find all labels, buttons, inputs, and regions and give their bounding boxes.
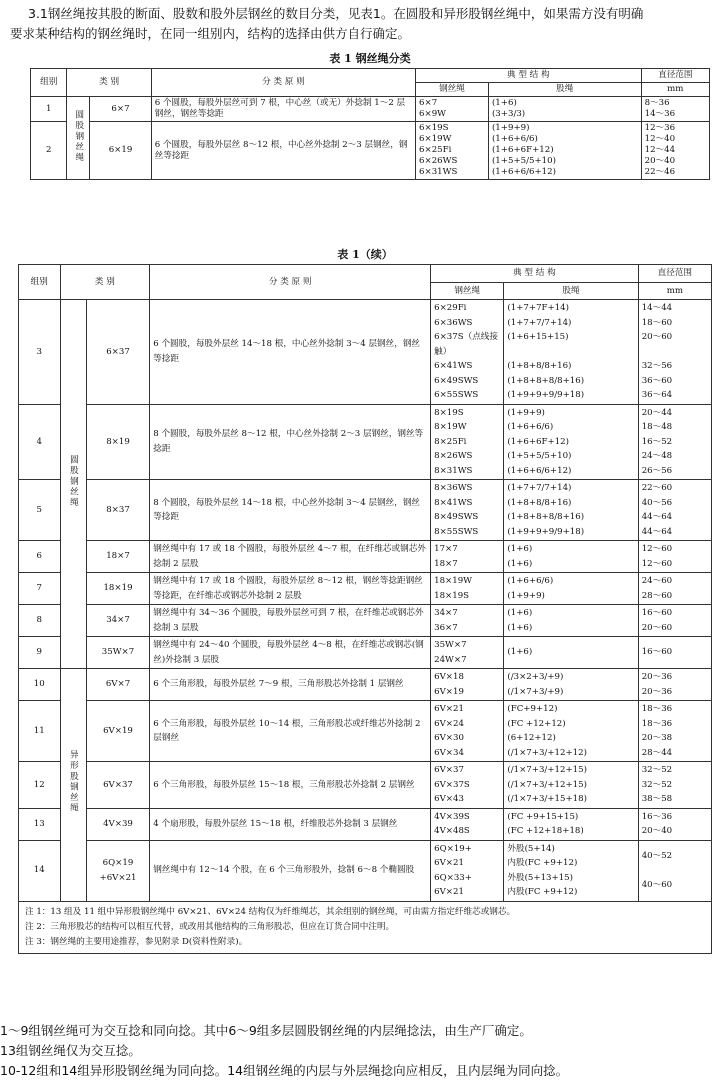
principle-cell: 8 个圆股，每股外层丝 8～12 根，中心丝外捻制 2～3 层钢丝，钢丝等捻距 (150, 404, 431, 480)
t1-h-rope: 钢丝绳 (416, 83, 489, 97)
category-cell: 18×7 (86, 541, 149, 573)
group-cell: 7 (19, 573, 61, 605)
category-cell: 6V×7 (86, 669, 149, 701)
group-cell: 12 (19, 762, 61, 809)
table-row (19, 637, 712, 669)
t2-h-principle: 分 类 原 则 (150, 265, 431, 300)
group-cell: 9 (19, 637, 61, 669)
principle-cell: 钢丝绳中有 17 或 18 个圆股，每股外层丝 4～7 根，在纤维芯或钢芯外捻制 2 层股 (150, 541, 431, 573)
t2-h-rope: 钢丝绳 (431, 282, 504, 300)
table1-header-row (31, 69, 710, 83)
strand-cell: (1+6+6/6) (1+9+9) (504, 573, 638, 605)
rope-cell: 6×29Fi 6×36WS 6×37S（点线接触） 6×41WS 6×49SWS 6×55SWS (431, 300, 504, 405)
intro-paragraph (10, 4, 714, 44)
group-cell: 4 (19, 404, 61, 480)
table-notes (19, 901, 712, 953)
table-row (19, 701, 712, 762)
principle-cell: 6 个三角形股，每股外层丝 10～14 根，三角形股芯或纤维芯外捻制 2 层钢丝 (150, 701, 431, 762)
category-cell: 6×7 (90, 97, 152, 122)
diameter-cell: 16～60 (638, 637, 711, 669)
rope-cell: 8×36WS 8×41WS 8×49SWS 8×55SWS (431, 480, 504, 541)
table-row (31, 97, 710, 122)
bottom-line-3: 10-12组和14组异形股钢丝绳为同向捻。14组钢丝绳的内层与外层绳捻向应相反，且内层绳为同向捻。 (0, 1063, 569, 1078)
rope-cell: 4V×39S 4V×48S (431, 808, 504, 840)
category-cell: 6×19 (90, 122, 152, 180)
group-cell: 11 (19, 701, 61, 762)
table-row (19, 480, 712, 541)
diameter-cell: 20～44 18～48 16～52 24～48 26～56 (638, 404, 711, 480)
category-cell: 6V×19 (86, 701, 149, 762)
principle-cell: 6 个圆股，每股外层丝可到 7 根，中心丝（或无）外捻制 1～2 层钢丝，钢丝等捻距 (151, 97, 415, 122)
category-cell: 18×19 (86, 573, 149, 605)
t2-h-category: 类 别 (60, 265, 150, 300)
t2-h-group: 组别 (19, 265, 61, 300)
strand-cell: (1+9+9) (1+6+6/6) (1+6+6F+12) (1+5+5/5+10) (1+6+6/6+12) (488, 122, 641, 180)
group-cell: 13 (19, 808, 61, 840)
note-2: 注 2：三角形股芯的结构可以相互代替，或改用其他结构的三角形股芯，但应在订货合同中注明。 (25, 921, 395, 932)
category-cell: 8×37 (86, 480, 149, 541)
intro-line-2: 要求某种结构的钢丝绳时，在同一组别内，结构的选择由供方自行确定。 (10, 26, 411, 41)
strand-cell: (1+6) (1+6) (504, 605, 638, 637)
rope-cell: 6V×21 6V×24 6V×30 6V×34 (431, 701, 504, 762)
table1 (30, 68, 710, 180)
principle-cell: 钢丝绳中有 34～36 个圆股，每股外层丝可到 7 根，在纤维芯或钢芯外捻制 3 层股 (150, 605, 431, 637)
diameter-cell: 22～60 40～56 44～64 44～64 (638, 480, 711, 541)
principle-cell: 6 个三角形股，每股外层丝 7～9 根，三角形股芯外捻制 1 层钢丝 (150, 669, 431, 701)
table-row (19, 404, 712, 480)
table1-continued (18, 264, 712, 954)
rope-cell: 6V×37 6V×37S 6V×43 (431, 762, 504, 809)
t1-h-diameter: 直径范围 (641, 69, 709, 83)
principle-cell: 4 个扇形股，每股外层丝 15～18 根，纤维股芯外捻制 3 层钢丝 (150, 808, 431, 840)
table-row (19, 300, 712, 405)
group-cell: 8 (19, 605, 61, 637)
bottom-paragraph (0, 1021, 718, 1081)
strand-cell: (/3×2+3/+9) (/1×7+3/+9) (504, 669, 638, 701)
diameter-cell: 20～36 20～36 (638, 669, 711, 701)
category-cell: 34×7 (86, 605, 149, 637)
strand-cell: (FC+9+12) (FC +12+12) (6+12+12) (/1×7+3/+12+12) (504, 701, 638, 762)
category-cell: 6Q×19 +6V×21 (86, 840, 149, 901)
diameter-cell: 40～52 40～60 (638, 840, 711, 901)
rope-cell: 6Q×19+ 6V×21 6Q×33+ 6V×21 (431, 840, 504, 901)
rope-cell: 18×19W 18×19S (431, 573, 504, 605)
table2-header-row (19, 265, 712, 283)
table-row (19, 541, 712, 573)
t1-h-category: 类 别 (67, 69, 151, 97)
strand-cell: (1+6) (3+3/3) (488, 97, 641, 122)
strand-cell: (/1×7+3/+12+15) (/1×7+3/+12+15) (/1×7+3/+15+18) (504, 762, 638, 809)
t1-h-group: 组别 (31, 69, 67, 97)
principle-cell: 6 个三角形股，每股外层丝 15～18 根，三角形股芯外捻制 2 层钢丝 (150, 762, 431, 809)
bottom-line-2: 13组钢丝绳仅为交互捻。 (0, 1043, 141, 1058)
t1-h-strand: 股绳 (488, 83, 641, 97)
diameter-cell: 18～36 18～36 20～38 28～44 (638, 701, 711, 762)
note-1: 注 1：13 组及 11 组中异形股钢丝绳中 6V×21、6V×24 结构仅为纤维绳芯，其余组别的钢丝绳，可由需方指定纤维芯或钢芯。 (25, 906, 516, 917)
principle-cell: 6 个圆股，每股外层丝 8～12 根，中心丝外捻制 2～3 层钢丝，钢丝等捻距 (151, 122, 415, 180)
diameter-cell: 8～36 14～36 (641, 97, 709, 122)
principle-cell: 6 个圆股，每股外层丝 14～18 根，中心丝外捻制 3～4 层钢丝，钢丝等捻距 (150, 300, 431, 405)
category-cell: 8×19 (86, 404, 149, 480)
principle-cell: 钢丝绳中有 24～40 个圆股，每股外层丝 4～8 根，在纤维芯或钢芯(钢丝)外捻制 3 层股 (150, 637, 431, 669)
intro-line-1: 3.1钢丝绳按其股的断面、股数和股外层钢丝的数目分类，见表1。在圆股和异形股钢丝绳中，如果需方没有明确 (28, 6, 644, 21)
category-cell: 6×37 (86, 300, 149, 405)
strand-cell: (1+7+7/7+14) (1+8+8/8+16) (1+8+8+8/8+16) (1+9+9+9/9+18) (504, 480, 638, 541)
strand-cell: (FC +9+15+15) (FC +12+18+18) (504, 808, 638, 840)
t2-h-typical: 典 型 结 构 (431, 265, 639, 283)
group-cell: 6 (19, 541, 61, 573)
rope-cell: 17×7 18×7 (431, 541, 504, 573)
diameter-cell: 16～60 20～60 (638, 605, 711, 637)
diameter-cell: 12～60 12～60 (638, 541, 711, 573)
diameter-cell: 12～36 12～40 12～44 20～40 22～46 (641, 122, 709, 180)
t2-h-unit: mm (638, 282, 711, 300)
table-row (19, 808, 712, 840)
table2-caption: 表 1（续） (337, 248, 393, 261)
principle-cell: 钢丝绳中有 17 或 18 个圆股，每股外层丝 8～12 根，钢丝等捻距钢丝等捻距，在纤维芯或钢芯外捻制 2 层股 (150, 573, 431, 605)
category-cell: 35W×7 (86, 637, 149, 669)
strand-cell: (1+6) (1+6) (504, 541, 638, 573)
t2-h-strand: 股绳 (504, 282, 638, 300)
rope-cell: 34×7 36×7 (431, 605, 504, 637)
diameter-cell: 32～52 32～52 38～58 (638, 762, 711, 809)
table-row (19, 840, 712, 901)
principle-cell: 钢丝绳中有 12～14 个股，在 6 个三角形股外，捻制 6～8 个椭圆股 (150, 840, 431, 901)
table-row (19, 762, 712, 809)
rope-cell: 6×7 6×9W (416, 97, 489, 122)
t1-h-typical: 典 型 结 构 (416, 69, 642, 83)
rope-cell: 8×19S 8×19W 8×25Fi 8×26WS 8×31WS (431, 404, 504, 480)
table-row (19, 669, 712, 701)
group-cell: 5 (19, 480, 61, 541)
diameter-cell: 16～36 20～40 (638, 808, 711, 840)
rope-cell: 35W×7 24W×7 (431, 637, 504, 669)
strand-cell: (1+7+7F+14) (1+7+7/7+14) (1+6+15+15) (1+8+8/8+16) (1+8+8+8/8+16) (1+9+9+9/9+18) (504, 300, 638, 405)
note-3: 注 3：钢丝绳的主要用途推荐，参见附录 D(资料性附录)。 (25, 936, 248, 947)
table-row (19, 605, 712, 637)
diameter-cell: 24～60 28～60 (638, 573, 711, 605)
rope-cell: 6×19S 6×19W 6×25Fi 6×26WS 6×31WS (416, 122, 489, 180)
category-cell: 4V×39 (86, 808, 149, 840)
group-cell: 14 (19, 840, 61, 901)
group-cell: 10 (19, 669, 61, 701)
t1-h-unit: mm (641, 83, 709, 97)
table1-caption: 表 1 钢丝绳分类 (329, 52, 411, 65)
type-label-round: 圆股钢丝绳 (68, 454, 79, 508)
group-cell: 1 (31, 97, 67, 122)
t2-h-diameter: 直径范围 (638, 265, 711, 283)
table-row (19, 573, 712, 605)
category-cell: 6V×37 (86, 762, 149, 809)
strand-cell: (1+6) (504, 637, 638, 669)
principle-cell: 8 个圆股，每股外层丝 14～18 根，中心丝外捻制 3～4 层钢丝，钢丝等捻距 (150, 480, 431, 541)
strand-cell: 外股(5+14) 内股(FC +9+12) 外股(5+13+15) 内股(FC +9+12) (504, 840, 638, 901)
table-row (31, 122, 710, 180)
diameter-cell: 14～44 18～60 20～60 32～56 36～60 36～64 (638, 300, 711, 405)
strand-cell: (1+9+9) (1+6+6/6) (1+6+6F+12) (1+5+5/5+10) (1+6+6/6+12) (504, 404, 638, 480)
rope-cell: 6V×18 6V×19 (431, 669, 504, 701)
type-label: 圆股钢丝绳 (73, 109, 84, 163)
bottom-line-1: 1～9组钢丝绳可为交互捻和同向捻。其中6～9组多层圆股钢丝绳的内层绳捻法，由生产厂确定。 (0, 1023, 532, 1038)
type-label-shaped: 异形股钢丝绳 (68, 750, 79, 814)
t1-h-principle: 分 类 原 则 (151, 69, 415, 97)
group-cell: 3 (19, 300, 61, 405)
group-cell: 2 (31, 122, 67, 180)
